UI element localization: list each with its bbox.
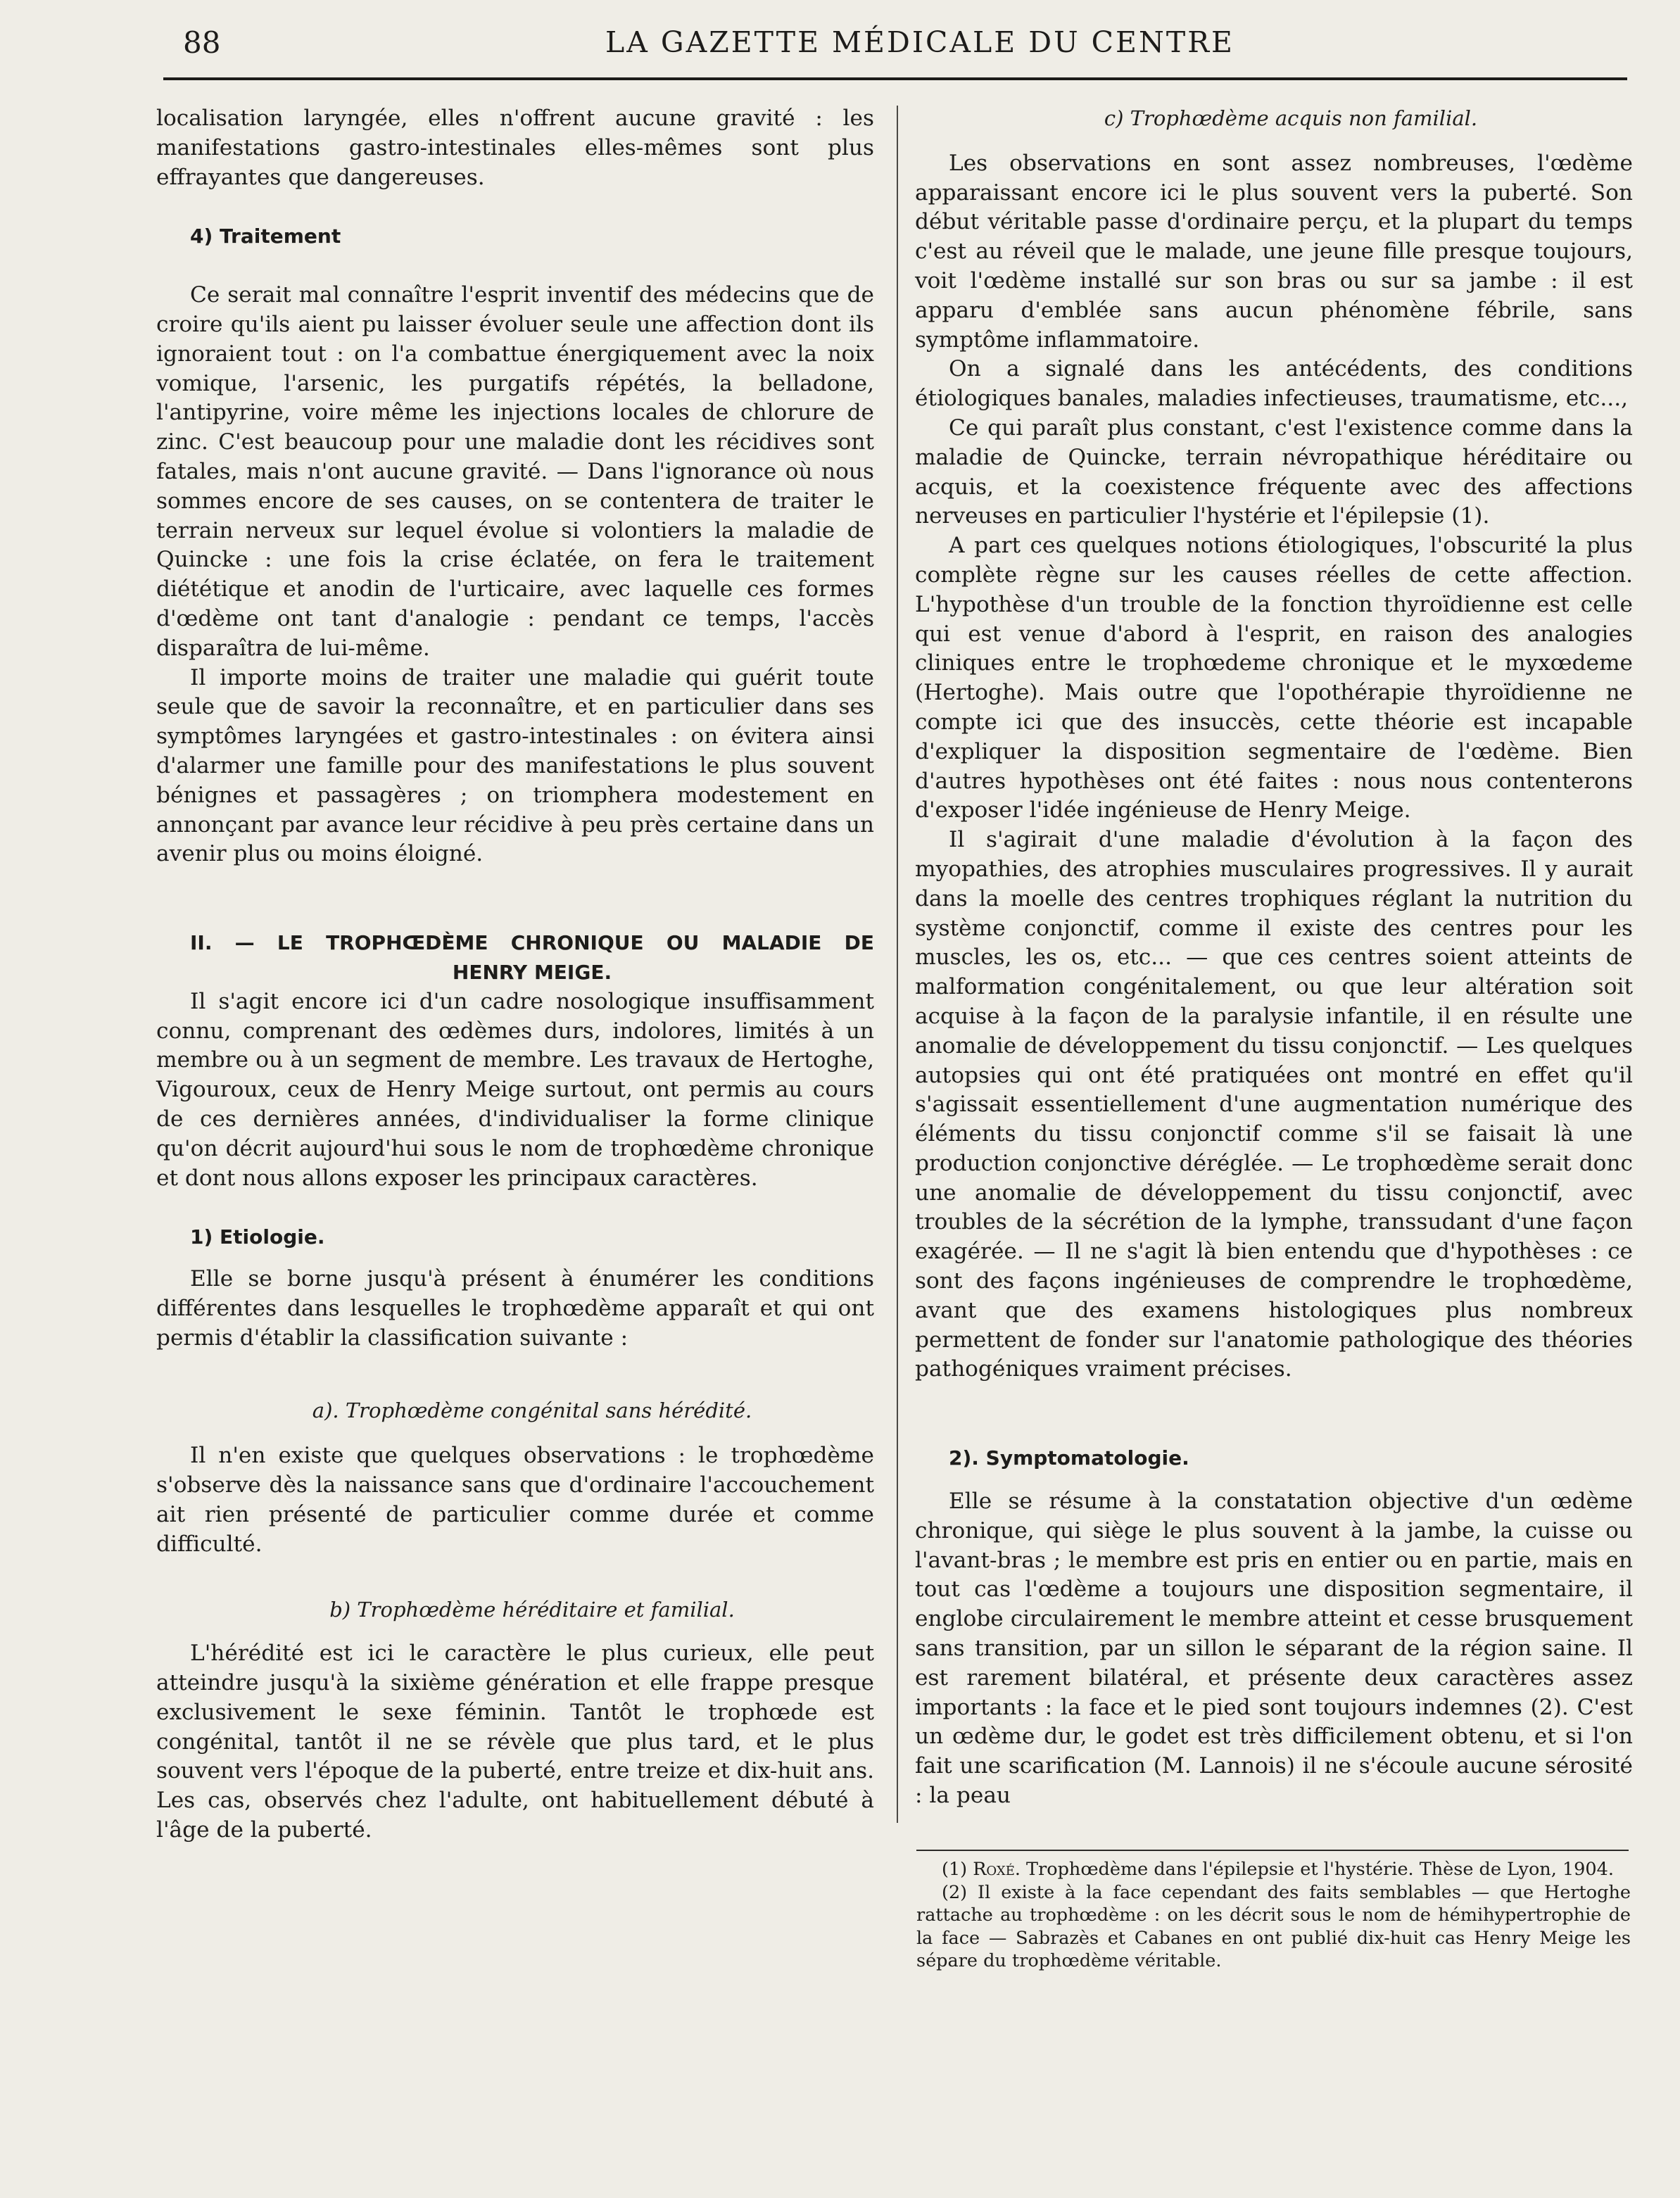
- spacer: [156, 1559, 874, 1589]
- spacer: [156, 869, 874, 899]
- footnote-2: [916, 1881, 1631, 1973]
- heading-symptomatologie: 2). Symptomatologie.: [949, 1446, 1189, 1470]
- spacer: [915, 134, 1633, 149]
- footnote-1-number: (1): [942, 1859, 968, 1880]
- spacer: [156, 1252, 874, 1265]
- footnote-rule: [916, 1850, 1629, 1851]
- heading-subsection-b: b) Trophœdème héréditaire et familial.: [329, 1598, 735, 1622]
- spacer: [156, 1193, 874, 1223]
- header-rule: [163, 77, 1627, 80]
- paragraph-c-1: Les observations en sont assez nombreuses, l'œdème apparaissant encore ici le plus souvent vers la puberté. Son début véritable passe d'ordinaire perçu, et la plupart du temps c'est au réveil que le malade, une jeune fille presque toujours, voit l'œdème installé sur son bras ou sur sa jambe : il est apparu d'emblée sans aucun phénomène fébrile, sans symptôme inflammatoire.: [915, 150, 1633, 353]
- paragraph-traitement-2: Il importe moins de traiter une maladie qui guérit toute seule que de savoir la reconnaître, et en particulier dans ses symptômes laryngées et gastro-intestinales : on évitera ainsi d'alarmer une famille pour des manifestations le plus souvent bénignes et passagères ; on triomphera modestement en annonçant par avance leur récidive à peu près certaine dans un avenir plus ou moins éloigné.: [156, 664, 874, 867]
- section-heading-line2: HENRY MEIGE.: [452, 960, 612, 984]
- spacer: [915, 1384, 1633, 1414]
- spacer: [156, 251, 874, 281]
- heading-subsection-c: c) Trophœdème acquis non familial.: [1104, 106, 1478, 130]
- footnotes: [916, 1858, 1631, 1973]
- spacer: [156, 1353, 874, 1382]
- paragraph-symptomatologie: Elle se résume à la constatation objective d'un œdème chronique, qui siège le plus souvent à la jambe, la cuisse ou l'avant-bras ; le membre est pris en entier ou en partie, mais en tout cas l'œdème a toujours une disposition segmentaire, il englobe circulairement le membre atteint et cesse brusquement sans transition, par un sillon le séparant de la région saine. Il est rarement bilatéral, et présente deux caractères assez importants : la face et le pied sont toujours indemnes (2). C'est un œdème dur, le godet est très difficilement obtenu, et si l'on fait une scarification (M. Lannois) il ne s'écoule aucune sérosité : la peau: [915, 1489, 1633, 1809]
- paragraph-etiologie: Elle se borne jusqu'à présent à énumérer les conditions différentes dans lesquelles le trophœdème apparaît et qui ont permis d'établir la classification suivante :: [156, 1266, 874, 1351]
- footnote-2-text: Il existe à la face cependant des faits semblables — que Hertoghe rattache au trophœdème : on les décrit sous le nom de hémihypertrophie de la face — Sabrazès et Cabanes en ont publié dix-huit cas Henry Meige les sépare du trophœdème véritable.: [916, 1881, 1631, 1972]
- paragraph-intro: localisation laryngée, elles n'offrent aucune gravité : les manifestations gastro-intestinales elles-mêmes sont plus effrayantes que dangereuses.: [156, 106, 874, 190]
- page-number: 88: [183, 25, 221, 60]
- paragraph-c-3: Ce qui paraît plus constant, c'est l'existence comme dans la maladie de Quincke, terrain névropathique héréditaire ou acquis, et la coexistence fréquente avec des affections nerveuses en particulier l'hystérie et l'épilepsie (1).: [915, 415, 1633, 529]
- paragraph-c-5: Il s'agirait d'une maladie d'évolution à la façon des myopathies, des atrophies musculaires progressives. Il y aurait dans la moelle des centres trophiques réglant la nutrition du système conjonctif, comme il existe des centres pour les muscles, les os, etc... — que ces centres soient atteints de malformation congénitalement, ou que leur altération soit acquise à la façon de la paralysie infantile, il en résulte une anomalie de développement du tissu conjonctif. — Les quelques autopsies qui ont été pratiquées ont montré en effet qu'il s'agissait essentiellement d'une augmentation numérique des éléments du tissu conjonctif comme s'il se faisait là une production conjonctive déréglée. — Le trophœdème serait donc une anomalie de développement du tissu conjonctif, avec troubles de la sécrétion de la lymphe, transsudant d'une façon exagérée. — Il ne s'agit là bien entendu que d'hypothèses : ce sont des façons ingénieuses de comprendre le trophœdème, avant que des examens histologiques plus nombreux permettent de fonder sur l'anatomie pathologique des théories pathogéniques vraiment précises.: [915, 827, 1633, 1382]
- paragraph-c-2: On a signalé dans les antécédents, des conditions étiologiques banales, maladies infectieuses, traumatisme, etc...,: [915, 356, 1633, 412]
- footnote-1-text: Trophœdème dans l'épilepsie et l'hystérie. Thèse de Lyon, 1904.: [1026, 1859, 1614, 1880]
- paragraph-subsection-b: L'hérédité est ici le caractère le plus curieux, elle peut atteindre jusqu'à la sixième génération et elle frappe presque exclusivement le sexe féminin. Tantôt le trophœde est congénital, tantôt il ne se révèle que plus tard, et le plus souvent vers l'époque de la puberté, entre treize et dix-huit ans. Les cas, observés chez l'adulte, ont habituellement débuté à l'âge de la puberté.: [156, 1641, 874, 1843]
- spacer: [915, 1473, 1633, 1487]
- spacer: [156, 899, 874, 928]
- paragraph-section-intro: Il s'agit encore ici d'un cadre nosologique insuffisamment connu, comprenant des œdèmes durs, indolores, limités à un membre ou à un segment de membre. Les travaux de Hertoghe, Vigouroux, ceux de Henry Meige surtout, ont permis au cours de ces dernières années, d'individualiser la forme clinique qu'on décrit aujourd'hui sous le nom de trophœdème chronique et dont nous allons exposer les principaux caractères.: [156, 988, 874, 1191]
- section-heading-line1: II. — LE TROPHŒDÈME CHRONIQUE OU MALADIE DE: [190, 931, 874, 955]
- spacer: [156, 1426, 874, 1441]
- paragraph-traitement-1: Ce serait mal connaître l'esprit inventif des médecins que de croire qu'ils aient pu laisser évoluer seule une affection dont ils ignoraient tout : on l'a combattue énergiquement avec la noix vomique, l'arsenic, les purgatifs répétés, la belladone, l'antipyrine, voire même les injections locales de chlorure de zinc. C'est beaucoup pour une maladie dont les récidives sont fatales, mais n'ont aucune gravité. — Dans l'ignorance où nous sommes encore de ses causes, on se contentera de traiter le terrain nerveux sur lequel évolue si volontiers la maladie de Quincke : une fois la crise éclatée, on fera le traitement diététique et anodin de l'urticaire, avec laquelle ces formes d'œdème ont tant d'analogie : pendant ce temps, l'accès disparaîtra de lui-même.: [156, 282, 874, 661]
- right-column: [915, 104, 1633, 1811]
- column-divider: [897, 106, 898, 1823]
- footnote-1: [916, 1858, 1631, 1881]
- spacer: [156, 1625, 874, 1639]
- page-header: [183, 25, 1626, 68]
- left-column: [156, 104, 874, 1845]
- footnote-1-author: Roxé.: [973, 1859, 1021, 1880]
- heading-traitement: 4) Traitement: [190, 225, 341, 248]
- footnote-2-number: (2): [942, 1881, 968, 1903]
- spacer: [915, 1414, 1633, 1444]
- journal-title: LA GAZETTE MÉDICALE DU CENTRE: [605, 25, 1234, 59]
- paragraph-subsection-a: Il n'en existe que quelques observations : le trophœdème s'observe dès la naissance sans que d'ordinaire l'accouchement ait rien présenté de particulier comme durée et comme difficulté.: [156, 1443, 874, 1557]
- heading-subsection-a: a). Trophœdème congénital sans hérédité.: [312, 1398, 752, 1423]
- spacer: [156, 1382, 874, 1396]
- spacer: [156, 1589, 874, 1596]
- spacer: [156, 192, 874, 222]
- heading-etiologie: 1) Etiologie.: [190, 1225, 325, 1249]
- paragraph-c-4: A part ces quelques notions étiologiques, l'obscurité la plus complète règne sur les causes réelles de cette affection. L'hypothèse d'un trouble de la fonction thyroïdienne est celle qui est venue d'abord à l'esprit, en raison des analogies cliniques entre le trophœdeme chronique et le myxœdeme (Hertoghe). Mais outre que l'opothérapie thyroïdienne ne compte ici que des insuccès, cette théorie est incapable d'expliquer la disposition segmentaire de l'œdème. Bien d'autres hypothèses ont été faites : nous nous contenterons d'exposer l'idée ingénieuse de Henry Meige.: [915, 533, 1633, 823]
